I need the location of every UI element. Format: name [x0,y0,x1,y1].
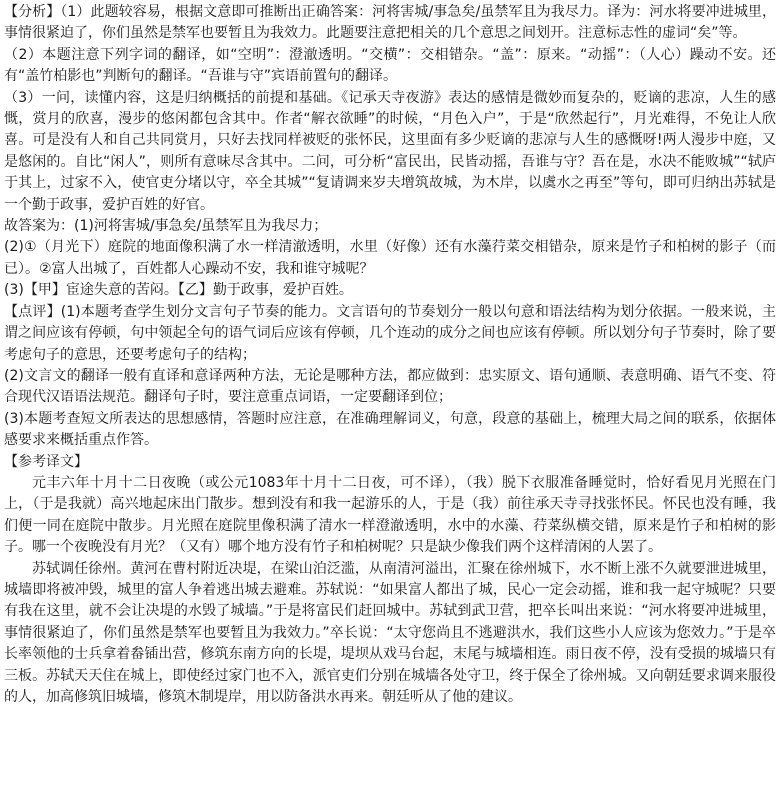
translation-paragraph-1: 元丰六年十月十二日夜晚（或公元1083年十月十二日夜，可不译），（我）脱下衣服准备睡觉时，恰好看见月光照在门上，（于是我就）高兴地起床出门散步。想到没有和我一起游乐的人，于是（我）前往承天寺寻找张怀民。怀民也没有睡，我们便一同在庭院中散步。月光照在庭院里像积满了清水一样澄澈透明，水中的水藻、荇菜纵横交错，原来是竹子和柏树的影子。哪一个夜晚没有月光？（又有）哪个地方没有竹子和柏树呢？只是缺少像我们两个这样清闲的人罢了。 [4,474,776,556]
analysis-paragraph-3: （3）一问，读懂内容，这是归纳概括的前提和基础。《记承天寺夜游》表达的感情是微妙而复杂的，贬谪的悲凉，人生的感慨，赏月的欣喜，漫步的悠闲都包含其中。作者“解衣欲睡”的时候，“月色入户”，于是“欣然起行”，月光难得，不免让人欣喜。可是没有人和自己共同赏月，只好去找同样被贬的张怀民，这里面有多少贬谪的悲凉与人生的感慨呀!两人漫步中庭，又是悠闲的。自比“闲人”，则所有意味尽含其中。二问，可分析“富民出，民皆动摇，吾谁与守？吾在是，水决不能败城”“轼庐于其上，过家不入，使官吏分堵以守，卒全其城”“复请调来岁夫增筑故城，为木岸，以虞水之再至”等句，即可归纳出苏轼是一个勤于政事，爱护百姓的好官。 [4,89,776,213]
translation-heading: 【参考译文】 [4,453,88,470]
translation-paragraph-2: 苏轼调任徐州。黄河在曹村附近决堤，在梁山泊泛滥，从南清河溢出，汇聚在徐州城下，水不断上涨不久就要泄进城里，城墙即将被冲毁，城里的富人争着逃出城去避难。苏轼说：“如果富人都出了城，民心一定会动摇，谁和我一起守城呢？只要有我在这里，就不会让决堤的水毁了城墙。”于是将富民们赶回城中。苏轼到武卫营，把卒长叫出来说：“河水将要冲进城里，事情很紧迫了，你们虽然是禁军也要暂且为我效力。”卒长说：“太守您尚且不逃避洪水，我们这些小人应该为您效力。”于是卒长率领他的士兵拿着畚锸出营，修筑东南方向的长堤，堤坝从戏马台起，末尾与城墙相连。雨日夜不停，没有受损的城墙只有三板。苏轼天天住在城上，即使经过家门也不入，派官吏们分别在城墙各处守卫，终于保全了徐州城。又向朝廷要求调来服役的人，加高修筑旧城墙，修筑木制堤岸，用以防备洪水再来。朝廷听从了他的建议。 [4,560,776,705]
comment-paragraph-2: (2)文言文的翻译一般有直译和意译两种方法，无论是哪种方法，都应做到：忠实原文、语句通顺、表意明确、语气不变、符合现代汉语语法规范。翻译句子时，要注意重点词语，一定要翻译到位； [4,367,776,406]
answer-paragraph-3: (3)【甲】宦途失意的苦闷。【乙】勤于政事，爱护百姓。 [4,282,353,299]
comment-paragraph-1: 【点评】(1)本题考查学生划分文言句子节奏的能力。文言语句的节奏划分一般以句意和语法结构为划分依据。一般来说，主谓之间应该有停顿，句中领起全句的语气词后应该有停顿，几个连动的成分之间也应该有停顿。所以划分句子节奏时，除了要考虑句子的意思，还要考虑句子的结构； [4,303,776,363]
answer-paragraph-1: 故答案为：(1)河将害城/事急矣/虽禁军且为我尽力； [4,218,328,235]
answer-paragraph-2: (2)①（月光下）庭院的地面像积满了水一样清澈透明，水里（好像）还有水藻荇菜交相错杂，原来是竹子和柏树的影子（而已）。②富人出城了，百姓都人心躁动不安，我和谁守城呢？ [4,239,776,277]
comment-paragraph-3: (3)本题考查短文所表达的思想感情，答题时应注意，在准确理解词义，句意，段意的基础上，梳理大局之间的联系，依据体感要求来概括重点作答。 [4,410,776,449]
analysis-paragraph-1: 【分析】（1）此题较容易，根据文意即可推断出正确答案：河将害城/事急矣/虽禁军且为我尽力。译为：河水将要冲进城里，事情很紧迫了，你们虽然是禁军也要暂且为我效力。此题要注意把相关的几个意思之间划开。注意标志性的虚词“矣”等。 [4,4,776,42]
analysis-paragraph-2: （2）本题注意下列字词的翻译，如“空明”：澄澈透明。“交横”：交相错杂。“盖”：原来。“动摇”：（人心）躁动不安。还有“盖竹柏影也”判断句的翻译。“吾谁与守”宾语前置句的翻译。 [4,46,776,85]
